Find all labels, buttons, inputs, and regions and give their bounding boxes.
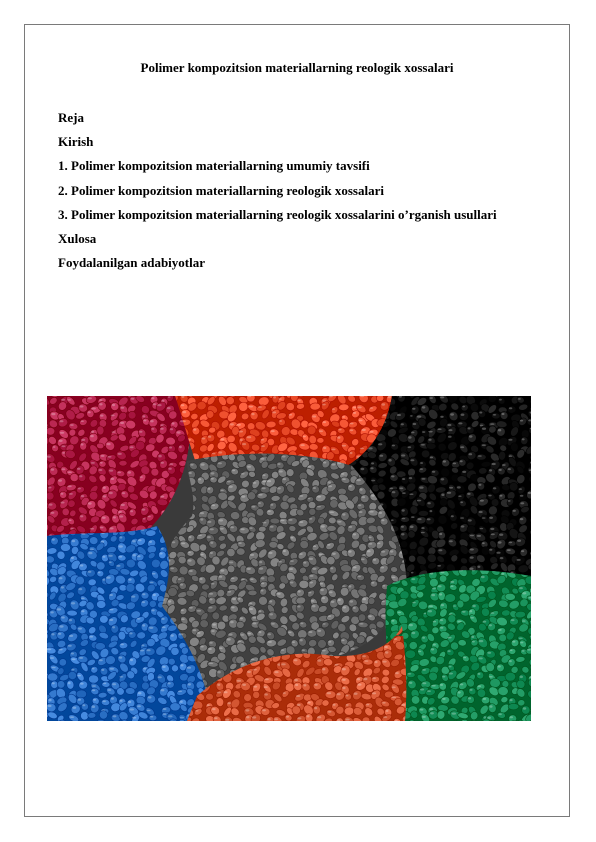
plan-item-chapter-3: 3. Polimer kompozitsion materiallarning reologik xossalarini o’rganish usullari (58, 206, 497, 222)
document-title: Polimer kompozitsion materiallarning reologik xossalari (140, 60, 454, 75)
plan-item-chapter-2: 2. Polimer kompozitsion materiallarning reologik xossalari (58, 182, 384, 198)
plan-heading: Reja (58, 110, 84, 125)
plan-item-references: Foydalanilgan adabiyotlar (58, 255, 205, 271)
plan-item-introduction: Kirish (58, 134, 94, 150)
polymer-granules-photo (47, 396, 531, 721)
plan-item-conclusion: Xulosa (58, 231, 97, 247)
plan-list (58, 106, 558, 275)
plan-item-chapter-1: 1. Polimer kompozitsion materiallarning umumiy tavsifi (58, 158, 370, 174)
